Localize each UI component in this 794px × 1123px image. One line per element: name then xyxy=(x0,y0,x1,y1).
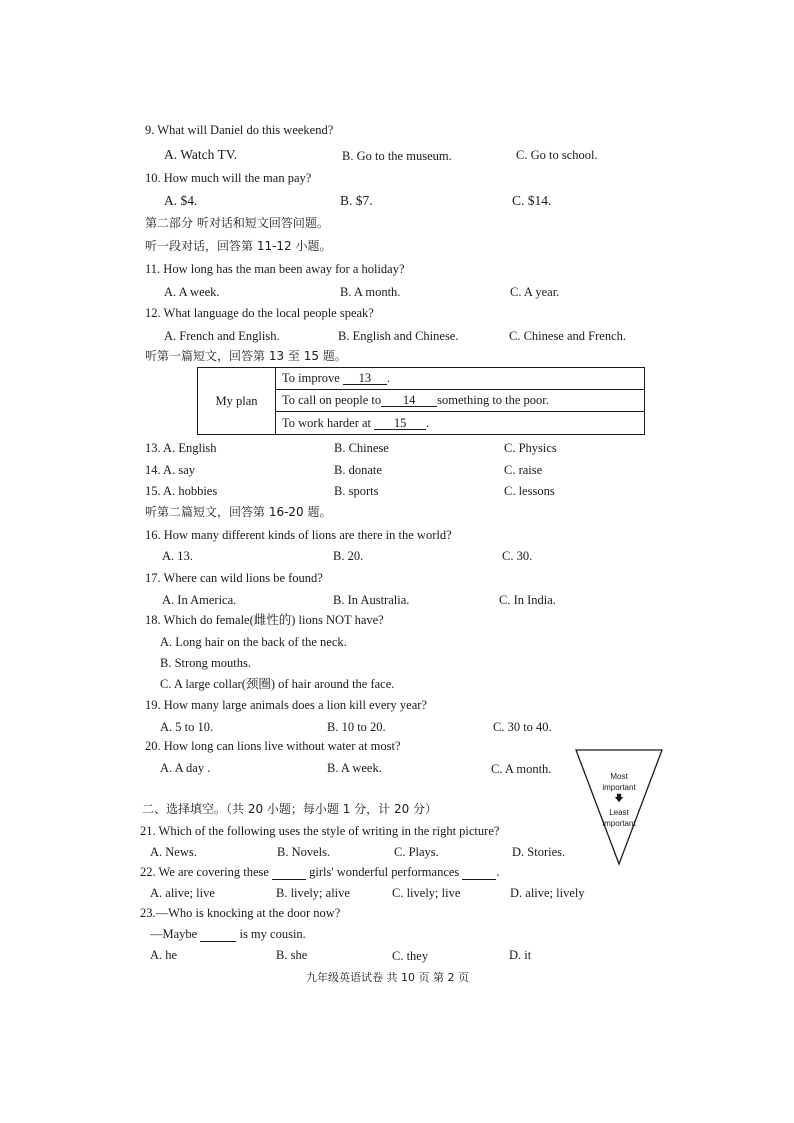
q11-option-b: B. A month. xyxy=(340,285,401,299)
plan-row-1 xyxy=(276,368,644,390)
passage2-instruction: 听第二篇短文，回答第 16-20 题。 xyxy=(145,505,332,519)
q22-text-after: . xyxy=(496,865,500,879)
q15-option-a: 15. A. hobbies xyxy=(145,484,218,498)
blank-13: 13 xyxy=(343,372,387,386)
q14-option-c: C. raise xyxy=(504,463,543,477)
down-arrow-icon: 🡇 xyxy=(614,793,624,803)
q21-option-a: A. News. xyxy=(150,845,197,859)
q11-option-a: A. A week. xyxy=(164,285,220,299)
plan-table-label: My plan xyxy=(198,368,276,434)
part2-heading: 第二部分 听对话和短文回答问题。 xyxy=(145,216,329,230)
q22-text-middle: girls' wonderful performances xyxy=(309,865,460,879)
question-20: 20. How long can lions live without water at most? xyxy=(145,739,401,753)
blank-14: 14 xyxy=(381,394,437,408)
plan-row-1-end: . xyxy=(386,371,391,385)
q23-blank xyxy=(200,928,236,942)
question-21: 21. Which of the following uses the style of writing in the right picture? xyxy=(140,824,500,838)
question-11: 11. How long has the man been away for a holiday? xyxy=(145,262,405,276)
q20-option-b: B. A week. xyxy=(327,761,382,775)
least-label: Least xyxy=(609,808,629,817)
question-22 xyxy=(140,866,500,880)
q22-blank-1 xyxy=(272,866,306,880)
q13-option-b: B. Chinese xyxy=(334,441,389,455)
q12-option-a: A. French and English. xyxy=(164,329,280,343)
q10-option-a: A. $4. xyxy=(164,193,198,208)
page-footer: 九年级英语试卷 共 10 页 第 2 页 xyxy=(306,971,469,984)
q15-option-b: B. sports xyxy=(334,484,379,498)
q21-option-b: B. Novels. xyxy=(277,845,331,859)
q22-option-b: B. lively; alive xyxy=(276,886,350,900)
plan-row-3-end: . xyxy=(426,416,430,430)
plan-row-2 xyxy=(276,390,644,412)
q19-option-c: C. 30 to 40. xyxy=(493,720,552,734)
question-12: 12. What language do the local people speak? xyxy=(145,306,374,320)
q15-option-c: C. lessons xyxy=(504,484,555,498)
q16-option-a: A. 13. xyxy=(162,549,193,563)
q18-option-b: B. Strong mouths. xyxy=(160,656,251,670)
important-label-top: important xyxy=(602,783,636,792)
q21-option-d: D. Stories. xyxy=(512,845,566,859)
q19-option-a: A. 5 to 10. xyxy=(160,720,214,734)
q12-option-b: B. English and Chinese. xyxy=(338,329,459,343)
question-19: 19. How many large animals does a lion kill every year? xyxy=(145,698,427,712)
question-23-line1: 23.—Who is knocking at the door now? xyxy=(140,906,341,920)
q17-option-b: B. In Australia. xyxy=(333,593,410,607)
blank-15: 15 xyxy=(374,417,426,431)
q13-option-a: 13. A. English xyxy=(145,441,217,455)
q12-option-c: C. Chinese and French. xyxy=(509,329,626,343)
q23-option-b: B. she xyxy=(276,948,308,962)
plan-row-2-text: To call on people to xyxy=(282,393,382,407)
q17-option-a: A. In America. xyxy=(162,593,237,607)
q16-option-b: B. 20. xyxy=(333,549,364,563)
q14-option-a: 14. A. say xyxy=(145,463,195,477)
question-9: 9. What will Daniel do this weekend? xyxy=(145,123,334,137)
plan-row-3 xyxy=(276,412,644,435)
inverted-pyramid-diagram xyxy=(574,748,664,866)
question-16: 16. How many different kinds of lions are there in the world? xyxy=(145,528,452,542)
plan-table xyxy=(197,367,645,435)
q11-option-c: C. A year. xyxy=(510,285,560,299)
q14-option-b: B. donate xyxy=(334,463,382,477)
q23-text-before: —Maybe xyxy=(150,927,198,941)
q9-option-c: C. Go to school. xyxy=(516,148,598,162)
passage1-instruction: 听第一篇短文，回答第 13 至 15 题。 xyxy=(145,349,347,363)
q18-option-a: A. Long hair on the back of the neck. xyxy=(160,635,347,649)
q10-option-c: C. $14. xyxy=(512,193,552,208)
dialog-instruction: 听一段对话，回答第 11-12 小题。 xyxy=(145,239,332,253)
most-label: Most xyxy=(610,772,628,781)
question-10: 10. How much will the man pay? xyxy=(145,171,312,185)
q22-option-d: D. alive; lively xyxy=(510,886,585,900)
q23-option-a: A. he xyxy=(150,948,178,962)
q21-option-c: C. Plays. xyxy=(394,845,439,859)
q16-option-c: C. 30. xyxy=(502,549,533,563)
q22-text-before: 22. We are covering these xyxy=(140,865,269,879)
plan-row-3-text: To work harder at xyxy=(282,416,375,430)
q22-option-a: A. alive; live xyxy=(150,886,215,900)
q22-option-c: C. lively; live xyxy=(392,886,461,900)
q20-option-c: C. A month. xyxy=(491,762,552,776)
q9-option-b: B. Go to the museum. xyxy=(342,149,452,163)
q18-option-c: C. A large collar(颈圈) of hair around the face. xyxy=(160,677,395,691)
plan-row-1-text: To improve xyxy=(282,371,343,385)
question-18: 18. Which do female(雌性的) lions NOT have? xyxy=(145,613,384,627)
q19-option-b: B. 10 to 20. xyxy=(327,720,386,734)
q23-option-d: D. it xyxy=(509,948,532,962)
q9-option-a: A. Watch TV. xyxy=(164,147,238,162)
q13-option-c: C. Physics xyxy=(504,441,557,455)
q23-option-c: C. they xyxy=(392,949,429,963)
q22-blank-2 xyxy=(462,866,496,880)
question-23-line2 xyxy=(150,928,306,942)
inverted-triangle-icon xyxy=(574,748,664,866)
plan-row-2-end: something to the poor. xyxy=(437,393,549,407)
section2-heading: 二、选择填空。（共 20 小题；每小题 1 分，计 20 分） xyxy=(142,802,438,816)
q17-option-c: C. In India. xyxy=(499,593,556,607)
q10-option-b: B. $7. xyxy=(340,193,373,208)
q23-text-after: is my cousin. xyxy=(239,927,306,941)
question-17: 17. Where can wild lions be found? xyxy=(145,571,323,585)
important-label-bottom: important xyxy=(602,819,636,828)
q20-option-a: A. A day . xyxy=(160,761,211,775)
